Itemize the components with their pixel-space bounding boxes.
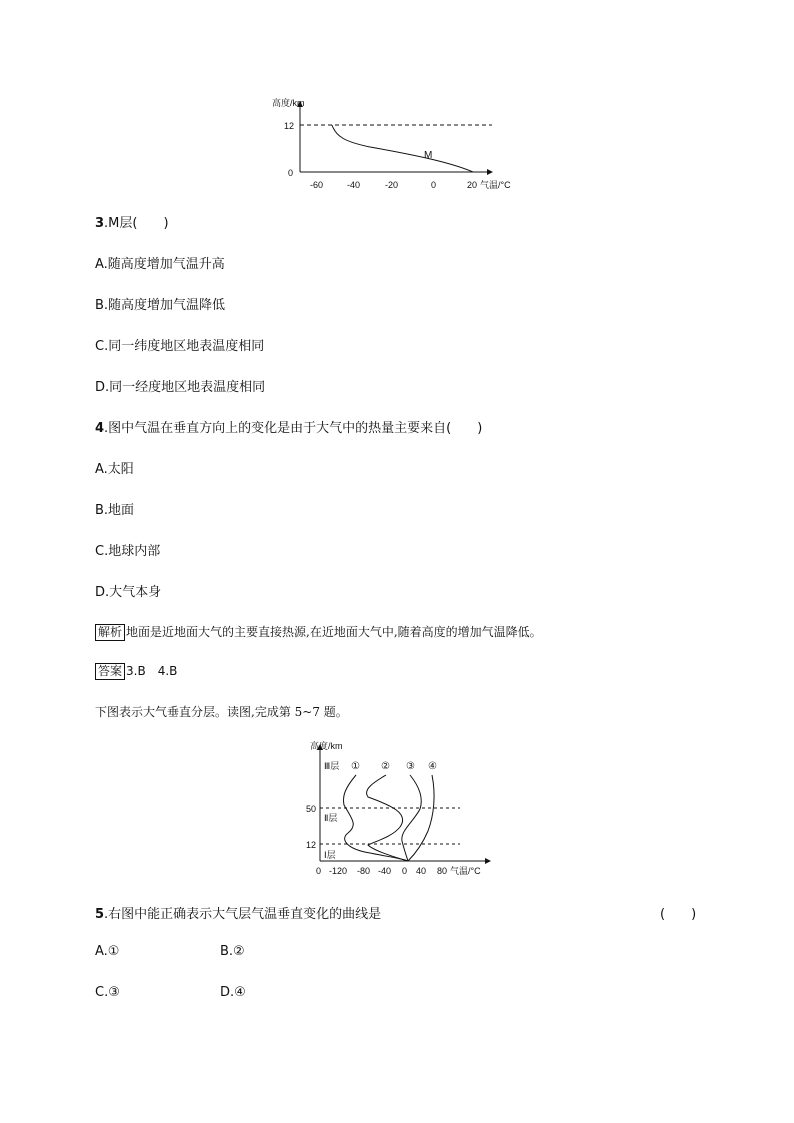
x-tick: -40 bbox=[378, 866, 392, 876]
curve-2 bbox=[367, 775, 408, 861]
x-tick: 0 bbox=[402, 866, 408, 876]
q5-option-b[interactable]: B.② bbox=[220, 944, 245, 959]
q4-option-c[interactable]: C.地球内部 bbox=[95, 544, 161, 559]
layer-1-label: Ⅰ层 bbox=[324, 850, 336, 860]
x-tick: -20 bbox=[385, 180, 399, 190]
x-tick: -60 bbox=[310, 180, 324, 190]
curve-label-1: ① bbox=[351, 761, 360, 772]
x-tick: -120 bbox=[329, 866, 348, 876]
y-axis-label: 高度/km bbox=[272, 98, 305, 108]
q3-option-b[interactable]: B.随高度增加气温降低 bbox=[95, 298, 226, 313]
question-3-stem: 3.M层( ) bbox=[95, 216, 169, 231]
question-5-stem: 5.右图中能正确表示大气层气温垂直变化的曲线是 bbox=[95, 907, 382, 922]
q5-option-c[interactable]: C.③ bbox=[95, 985, 120, 1000]
q3-option-c[interactable]: C.同一纬度地区地表温度相同 bbox=[95, 339, 265, 354]
q4-option-d[interactable]: D.大气本身 bbox=[95, 585, 162, 600]
y-tick-0: 0 bbox=[288, 168, 294, 178]
x-tick: -80 bbox=[357, 866, 371, 876]
question-number: 5 bbox=[95, 907, 105, 922]
answer-block bbox=[95, 660, 177, 680]
analysis-text: 地面是近地面大气的主要直接热源,在近地面大气中,随着高度的增加气温降低。 bbox=[126, 625, 542, 639]
answer-tag: 答案 bbox=[95, 663, 125, 680]
y-tick-12: 12 bbox=[284, 121, 295, 131]
curve-4 bbox=[408, 775, 434, 861]
curve-label-m: M bbox=[424, 150, 433, 161]
atmosphere-layers-chart bbox=[300, 735, 500, 880]
curve-label-2: ② bbox=[381, 761, 390, 772]
q4-option-a[interactable]: A.太阳 bbox=[95, 462, 134, 477]
q5-option-a[interactable]: A.① bbox=[95, 944, 120, 959]
curve-1 bbox=[344, 775, 409, 861]
y-tick-50: 50 bbox=[306, 804, 317, 814]
q3-option-d[interactable]: D.同一经度地区地表温度相同 bbox=[95, 380, 266, 395]
question-number: 3 bbox=[95, 216, 105, 231]
layer-3-label: Ⅲ层 bbox=[324, 761, 340, 771]
question-4-stem: 4.图中气温在垂直方向上的变化是由于大气中的热量主要来自( ) bbox=[95, 421, 483, 436]
x-tick: 40 bbox=[416, 866, 427, 876]
q3-option-a[interactable]: A.随高度增加气温升高 bbox=[95, 257, 225, 272]
q4-option-b[interactable]: B.地面 bbox=[95, 503, 135, 518]
analysis-block bbox=[95, 621, 542, 641]
curve-label-4: ④ bbox=[428, 761, 437, 772]
question-5-bracket: ( ) bbox=[660, 907, 697, 922]
x-tick: 20 bbox=[467, 180, 478, 190]
curve-m bbox=[332, 125, 473, 172]
analysis-tag: 解析 bbox=[95, 624, 125, 641]
x-axis-label: 气温/°C bbox=[480, 180, 511, 190]
curve-label-3: ③ bbox=[406, 761, 415, 772]
question-number: 4 bbox=[95, 421, 105, 436]
y-tick-0: 0 bbox=[316, 866, 322, 876]
layer-2-label: Ⅱ层 bbox=[324, 813, 338, 823]
y-axis-label: 高度/km bbox=[310, 741, 343, 751]
temperature-height-chart-1 bbox=[270, 92, 530, 192]
x-tick: 0 bbox=[431, 180, 437, 190]
y-tick-12: 12 bbox=[306, 840, 317, 850]
x-tick: -40 bbox=[347, 180, 361, 190]
answer-text: 3.B 4.B bbox=[126, 664, 178, 678]
x-tick: 80 bbox=[437, 866, 448, 876]
x-axis-label: 气温/°C bbox=[450, 866, 481, 876]
x-ticks bbox=[329, 866, 447, 876]
q5-option-d[interactable]: D.④ bbox=[220, 985, 246, 1000]
intro-text: 下图表示大气垂直分层。读图,完成第 5~7 题。 bbox=[95, 705, 348, 719]
x-ticks bbox=[310, 180, 477, 190]
